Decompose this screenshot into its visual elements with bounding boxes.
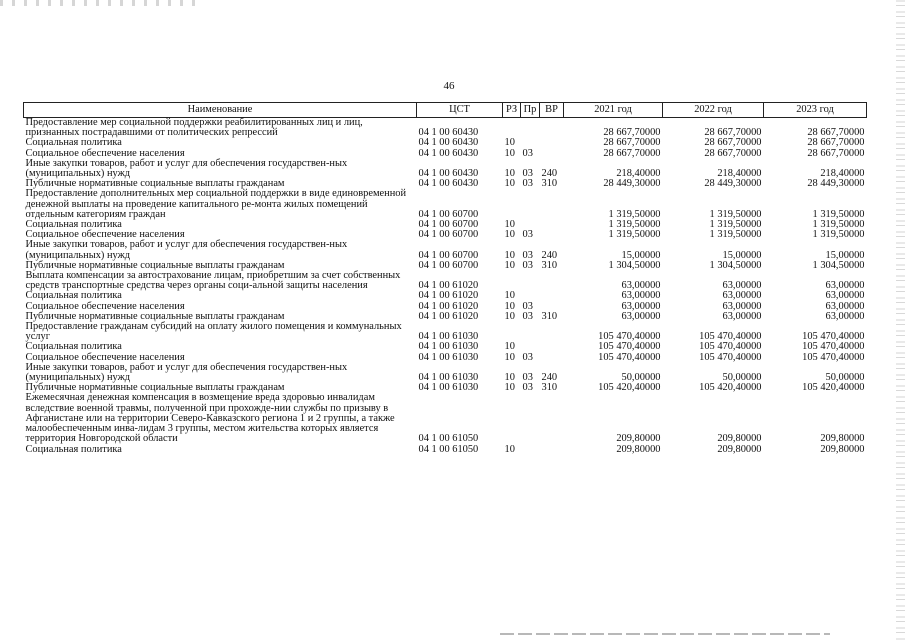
cell-vr (540, 271, 564, 291)
cell-2023: 28 667,70000 (807, 147, 865, 159)
cell-rz: 10 (504, 300, 515, 312)
cell-pr: 03 (522, 147, 533, 159)
cell-cst: 04 1 00 61030 (418, 351, 479, 363)
cell-vr: 240 (541, 249, 558, 261)
cell-2021: 63,00000 (621, 280, 661, 292)
cell-2021: 218,40000 (616, 168, 661, 180)
cell-2023: 28 449,30000 (807, 178, 865, 190)
cell-rz: 10 (504, 341, 515, 353)
table-row (24, 322, 867, 342)
cell-2022: 105 470,40000 (699, 351, 762, 363)
cell-2022: 63,00000 (722, 290, 762, 302)
cell-vr (540, 230, 564, 240)
cell-pr: 03 (522, 300, 533, 312)
cell-name: Социальная политика (25, 219, 122, 231)
cell-2022: 209,80000 (717, 443, 762, 455)
cell-cst: 04 1 00 60430 (418, 168, 479, 180)
cell-rz: 10 (504, 168, 515, 180)
cell-name: Иные закупки товаров, работ и услуг для обеспечения государствен-ных (муниципальных) нужд (25, 361, 348, 384)
cell-2022: 209,80000 (717, 433, 762, 445)
cell-2022: 1 319,50000 (709, 208, 762, 220)
header-vr: ВР (540, 103, 564, 118)
table-row (24, 393, 867, 444)
cell-2021: 28 667,70000 (603, 147, 661, 159)
cell-cst: 04 1 00 61050 (418, 433, 479, 445)
cell-name: Публичные нормативные социальные выплаты гражданам (25, 382, 285, 394)
cell-name: Предоставление мер социальной поддержки реабилитированных лиц и лиц, признанных пострадавшими от политических репрессий (25, 117, 363, 139)
cell-name: Социальная политика (25, 137, 122, 149)
cell-2022: 218,40000 (717, 168, 762, 180)
header-pr: Пр (521, 103, 540, 118)
cell-cst: 04 1 00 60700 (418, 259, 479, 271)
cell-vr (540, 118, 564, 139)
cell-name: Предоставление гражданам субсидий на оплату жилого помещения и коммунальных услуг (25, 321, 402, 343)
cell-2021: 105 470,40000 (598, 331, 661, 343)
cell-cst: 04 1 00 60430 (418, 178, 479, 190)
cell-2021: 105 470,40000 (598, 351, 661, 363)
cell-pr: 03 (522, 168, 533, 180)
cell-cst: 04 1 00 60430 (418, 127, 479, 139)
cell-cst: 04 1 00 61020 (418, 310, 479, 322)
cell-vr (540, 291, 564, 301)
cell-2021: 209,80000 (616, 433, 661, 445)
cell-name: Ежемесячная денежная компенсация в возмещение вреда здоровью инвалидам вследствие военной травмы, полученной при прохожде-нии службы по призыву в Афганистане или на территории Северо-Кавказского региона 1 и 2 группы, а также малообеспеченным инва-лидам 3 группы, местом жительства которых является территория Новгородской области (25, 392, 395, 445)
cell-pr: 03 (522, 382, 533, 394)
cell-2022: 63,00000 (722, 280, 762, 292)
cell-2022: 1 304,50000 (709, 259, 762, 271)
cell-rz: 10 (504, 178, 515, 190)
cell-2022: 28 667,70000 (704, 137, 762, 149)
scan-artifact-bottom (500, 633, 830, 635)
cell-vr (540, 445, 564, 455)
cell-pr (521, 322, 540, 342)
cell-name: Выплата компенсации за автострахование лицам, приобретшим за счет собственных средств транспортные средства через органы соци-альной защиты населения (25, 270, 401, 292)
cell-2021: 209,80000 (616, 443, 661, 455)
table-row (24, 363, 867, 383)
cell-cst: 04 1 00 61020 (418, 290, 479, 302)
cell-name: Социальная политика (25, 443, 122, 455)
cell-vr (540, 149, 564, 159)
cell-cst: 04 1 00 60700 (418, 229, 479, 241)
cell-rz: 10 (504, 259, 515, 271)
cell-2022: 105 470,40000 (699, 341, 762, 353)
cell-vr: 240 (541, 372, 558, 384)
table-row (24, 445, 867, 455)
cell-name: Предоставление дополнительных мер социальной поддержки в виде единовременной денежной выплаты на проведение капитального ре-монта жилых помещений отдельным категориям граждан (25, 188, 407, 220)
cell-2021: 63,00000 (621, 290, 661, 302)
cell-2022: 1 319,50000 (709, 229, 762, 241)
cell-2021: 1 319,50000 (608, 208, 661, 220)
cell-2023: 50,00000 (825, 372, 865, 384)
cell-name: Социальное обеспечение населения (25, 147, 185, 159)
cell-rz: 10 (504, 382, 515, 394)
cell-2021: 28 667,70000 (603, 137, 661, 149)
cell-2023: 1 304,50000 (812, 259, 865, 271)
cell-vr: 240 (541, 168, 558, 180)
cell-cst: 04 1 00 61030 (418, 372, 479, 384)
cell-rz: 10 (504, 229, 515, 241)
cell-cst: 04 1 00 61020 (418, 280, 479, 292)
cell-2022: 63,00000 (722, 310, 762, 322)
header-name: Наименование (24, 103, 417, 118)
cell-2023: 63,00000 (825, 290, 865, 302)
cell-name: Социальная политика (25, 290, 122, 302)
cell-vr (540, 189, 564, 220)
cell-2023: 105 470,40000 (802, 351, 865, 363)
cell-vr (540, 322, 564, 342)
table-row (24, 271, 867, 291)
cell-2022: 15,00000 (722, 249, 762, 261)
cell-pr: 03 (522, 229, 533, 241)
cell-2023: 209,80000 (820, 443, 865, 455)
cell-2023: 63,00000 (825, 310, 865, 322)
header-2021: 2021 год (564, 103, 663, 118)
cell-2023: 1 319,50000 (812, 229, 865, 241)
cell-rz (503, 118, 521, 139)
cell-cst: 04 1 00 61030 (418, 341, 479, 353)
cell-2023: 1 319,50000 (812, 208, 865, 220)
cell-cst: 04 1 00 61050 (418, 443, 479, 455)
cell-2021: 1 319,50000 (608, 219, 661, 231)
cell-2021: 28 667,70000 (603, 127, 661, 139)
cell-2021: 1 319,50000 (608, 229, 661, 241)
cell-vr: 310 (541, 310, 558, 322)
scan-artifact-top (0, 0, 200, 6)
scan-edge-right (896, 0, 905, 640)
cell-2022: 28 449,30000 (704, 178, 762, 190)
cell-vr (540, 138, 564, 148)
cell-pr: 03 (522, 259, 533, 271)
cell-2022: 105 470,40000 (699, 331, 762, 343)
cell-vr: 310 (541, 259, 558, 271)
cell-vr (540, 342, 564, 352)
table-row (24, 159, 867, 179)
cell-cst: 04 1 00 61030 (418, 331, 479, 343)
cell-2021: 105 420,40000 (598, 382, 661, 394)
cell-rz: 10 (504, 351, 515, 363)
table-row (24, 240, 867, 260)
cell-2021: 1 304,50000 (608, 259, 661, 271)
cell-2023: 218,40000 (820, 168, 865, 180)
cell-2023: 105 470,40000 (802, 331, 865, 343)
cell-2023: 1 319,50000 (812, 219, 865, 231)
cell-cst: 04 1 00 60700 (418, 219, 479, 231)
cell-2022: 1 319,50000 (709, 219, 762, 231)
cell-vr: 310 (541, 382, 558, 394)
cell-cst: 04 1 00 61030 (418, 382, 479, 394)
cell-rz: 10 (504, 249, 515, 261)
cell-2021: 105 470,40000 (598, 341, 661, 353)
cell-2021: 15,00000 (621, 249, 661, 261)
cell-rz (503, 189, 521, 220)
cell-pr: 03 (522, 249, 533, 261)
cell-pr (521, 445, 540, 455)
cell-name: Иные закупки товаров, работ и услуг для обеспечения государствен-ных (муниципальных) нужд (25, 239, 348, 261)
cell-name: Социальная политика (25, 341, 122, 353)
cell-rz: 10 (504, 372, 515, 384)
cell-2023: 63,00000 (825, 280, 865, 292)
cell-pr: 03 (522, 178, 533, 190)
cell-cst: 04 1 00 60700 (418, 249, 479, 261)
cell-rz: 10 (504, 219, 515, 231)
cell-2023: 105 470,40000 (802, 341, 865, 353)
header-2022: 2022 год (663, 103, 764, 118)
cell-2023: 28 667,70000 (807, 127, 865, 139)
cell-2023: 15,00000 (825, 249, 865, 261)
cell-cst: 04 1 00 60430 (418, 137, 479, 149)
cell-2023: 209,80000 (820, 433, 865, 445)
cell-pr (521, 393, 540, 444)
cell-2021: 50,00000 (621, 372, 661, 384)
cell-pr (521, 189, 540, 220)
cell-pr: 03 (522, 351, 533, 363)
cell-pr: 03 (522, 310, 533, 322)
header-rz: РЗ (503, 103, 521, 118)
table-row (24, 118, 867, 139)
cell-name: Социальное обеспечение населения (25, 351, 185, 363)
cell-cst: 04 1 00 60700 (418, 208, 479, 220)
cell-2021: 28 449,30000 (603, 178, 661, 190)
cell-2022: 28 667,70000 (704, 127, 762, 139)
cell-2023: 28 667,70000 (807, 137, 865, 149)
cell-2021: 63,00000 (621, 300, 661, 312)
cell-pr (521, 271, 540, 291)
header-2023: 2023 год (764, 103, 867, 118)
cell-2022: 28 667,70000 (704, 147, 762, 159)
cell-2023: 105 420,40000 (802, 382, 865, 394)
cell-rz: 10 (504, 290, 515, 302)
cell-rz (503, 271, 521, 291)
cell-2021: 63,00000 (621, 310, 661, 322)
cell-vr (540, 353, 564, 363)
cell-pr (521, 118, 540, 139)
cell-name: Публичные нормативные социальные выплаты гражданам (25, 259, 285, 271)
page-number: 46 (443, 80, 455, 92)
cell-cst: 04 1 00 60430 (418, 147, 479, 159)
budget-table (23, 102, 867, 455)
cell-vr (540, 393, 564, 444)
cell-name: Публичные нормативные социальные выплаты гражданам (25, 310, 285, 322)
cell-2023: 63,00000 (825, 300, 865, 312)
table-row (24, 189, 867, 220)
cell-name: Иные закупки товаров, работ и услуг для обеспечения государствен-ных (муниципальных) нужд (25, 157, 348, 180)
cell-rz: 10 (504, 310, 515, 322)
cell-pr: 03 (522, 372, 533, 384)
cell-vr: 310 (541, 178, 558, 190)
cell-name: Социальное обеспечение населения (25, 300, 185, 312)
cell-name: Социальное обеспечение населения (25, 229, 185, 241)
cell-rz (503, 322, 521, 342)
cell-name: Публичные нормативные социальные выплаты гражданам (25, 178, 285, 190)
cell-rz (503, 393, 521, 444)
cell-2022: 63,00000 (722, 300, 762, 312)
cell-rz: 10 (504, 137, 515, 149)
cell-cst: 04 1 00 61020 (418, 300, 479, 312)
cell-rz: 10 (504, 443, 515, 455)
cell-vr (540, 220, 564, 230)
table-header-row (24, 103, 867, 118)
header-cst: ЦСТ (417, 103, 503, 118)
cell-2022: 50,00000 (722, 372, 762, 384)
cell-rz: 10 (504, 147, 515, 159)
cell-2022: 105 420,40000 (699, 382, 762, 394)
